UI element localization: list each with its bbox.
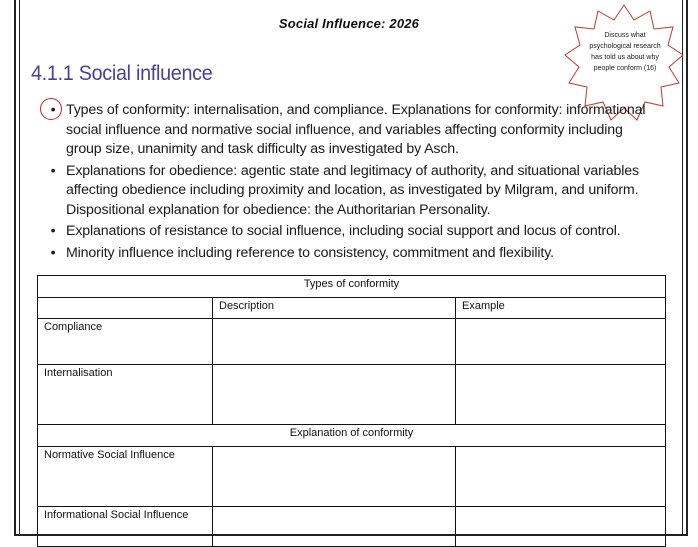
bullet-item: • Explanations for obedience: agentic state and legitimacy of authority, and situational variables affecting obedience including proximity and location, as investigated by Milgram, and uniform. Dispositional explanation for obedience: the Authoritarian Personality. [50, 162, 639, 218]
answer-cell[interactable] [456, 507, 666, 547]
row-label-informational: Informational Social Influence [38, 507, 213, 547]
column-header-example: Example [456, 298, 666, 319]
bullet-item: • Minority influence including reference to consistency, commitment and flexibility. [50, 244, 554, 261]
row-label-compliance: Compliance [38, 319, 213, 365]
answer-cell[interactable] [456, 365, 666, 425]
answer-cell[interactable] [213, 365, 456, 425]
table-header-blank [38, 298, 213, 319]
specification-bullet-list [48, 101, 648, 265]
answer-cell[interactable] [213, 319, 456, 365]
row-label-normative: Normative Social Influence [38, 447, 213, 507]
row-label-internalisation: Internalisation [38, 365, 213, 425]
answer-cell[interactable] [213, 447, 456, 507]
answer-cell[interactable] [456, 319, 666, 365]
table-subtitle: Explanation of conformity [38, 425, 666, 447]
answer-cell[interactable] [213, 507, 456, 547]
section-heading: 4.1.1 Social influence [31, 62, 213, 85]
conformity-table [37, 275, 666, 547]
table-title: Types of conformity [38, 276, 666, 298]
exam-question-text: Discuss what psychological research has told us about why people conform (16) [589, 32, 661, 72]
bullet-item: • Types of conformity: internalisation, and compliance. Explanations for conformity: informational social influence and normative social influence, and variables affecting conformity including group size, unanimity and task difficulty as investigated by Asch. [50, 102, 646, 157]
bullet-item: • Explanations of resistance to social influence, including social support and locus of control. [50, 223, 621, 239]
document-title: Social Influence: 2026 [278, 16, 420, 31]
column-header-description: Description [213, 298, 456, 319]
answer-cell[interactable] [456, 447, 666, 507]
